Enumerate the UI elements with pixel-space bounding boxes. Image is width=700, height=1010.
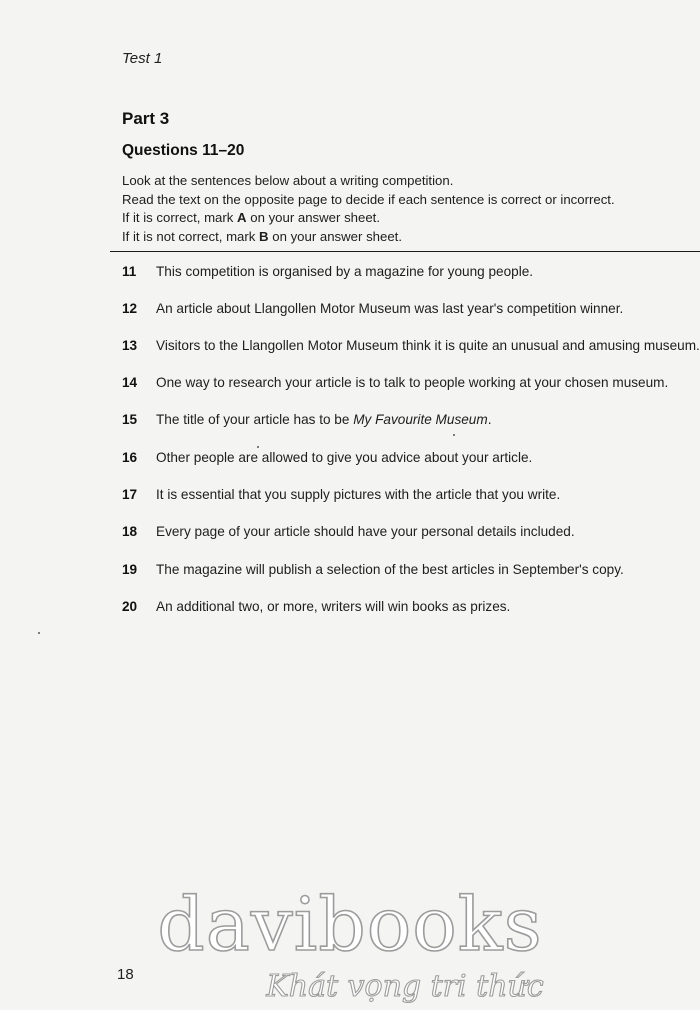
- print-speck: [257, 446, 259, 448]
- article-title: My Favourite Museum: [353, 412, 488, 427]
- davibooks-watermark: [150, 872, 550, 1007]
- question-item: [0, 264, 700, 284]
- answer-a-label: A: [237, 210, 247, 226]
- question-number: 12: [122, 301, 138, 316]
- question-text: An article about Llangollen Motor Museum was last year's competition winner.: [156, 301, 624, 316]
- question-item: [0, 375, 700, 395]
- question-number: 19: [122, 562, 138, 577]
- question-number: 14: [122, 375, 138, 390]
- question-text: An additional two, or more, writers will win books as prizes.: [156, 599, 511, 614]
- question-number: 15: [122, 412, 138, 427]
- question-item: [0, 338, 700, 358]
- question-item: [0, 487, 700, 507]
- part-title: Part 3: [122, 109, 170, 128]
- question-text: This competition is organised by a magazine for young people.: [156, 264, 534, 279]
- questions-heading: Questions 11–20: [122, 142, 245, 159]
- question-item: [0, 450, 700, 470]
- question-number: 11: [122, 264, 137, 279]
- running-header: Test 1: [122, 50, 163, 67]
- question-number: 16: [122, 450, 138, 465]
- print-speck: [38, 632, 40, 634]
- print-speck: [453, 434, 455, 436]
- page-number: 18: [117, 966, 134, 983]
- question-item: [0, 412, 700, 432]
- question-text: The magazine will publish a selection of the best articles in September's copy.: [156, 562, 624, 577]
- instruction-line-4: If it is not correct, mark B on your answer sheet.: [122, 228, 402, 244]
- instructions: [122, 172, 615, 246]
- question-number: 13: [122, 338, 138, 353]
- question-item: [0, 524, 700, 544]
- question-number: 17: [122, 487, 138, 502]
- section-divider: [110, 251, 700, 252]
- question-item: [0, 562, 700, 582]
- question-number: 20: [122, 599, 138, 614]
- watermark-brand: davibooks: [157, 882, 543, 968]
- instruction-line-2: Read the text on the opposite page to decide if each sentence is correct or incorrect.: [122, 191, 615, 207]
- instruction-line-1: Look at the sentences below about a writing competition.: [122, 173, 454, 188]
- question-item: [0, 301, 700, 321]
- question-text: Other people are allowed to give you advice about your article.: [156, 450, 533, 465]
- question-text: One way to research your article is to talk to people working at your chosen museum.: [156, 375, 669, 390]
- question-number: 18: [122, 524, 138, 539]
- question-text: Every page of your article should have your personal details included.: [156, 524, 575, 539]
- question-text: Visitors to the Llangollen Motor Museum think it is quite an unusual and amusing museum.: [156, 338, 700, 353]
- watermark-tagline: Khát vọng tri thức: [266, 969, 544, 1004]
- question-text: It is essential that you supply pictures with the article that you write.: [156, 487, 561, 502]
- instruction-line-3: If it is correct, mark A on your answer sheet.: [122, 210, 380, 226]
- answer-b-label: B: [259, 228, 269, 244]
- question-item: [0, 599, 700, 619]
- question-text: The title of your article has to be My Favourite Museum.: [156, 412, 492, 427]
